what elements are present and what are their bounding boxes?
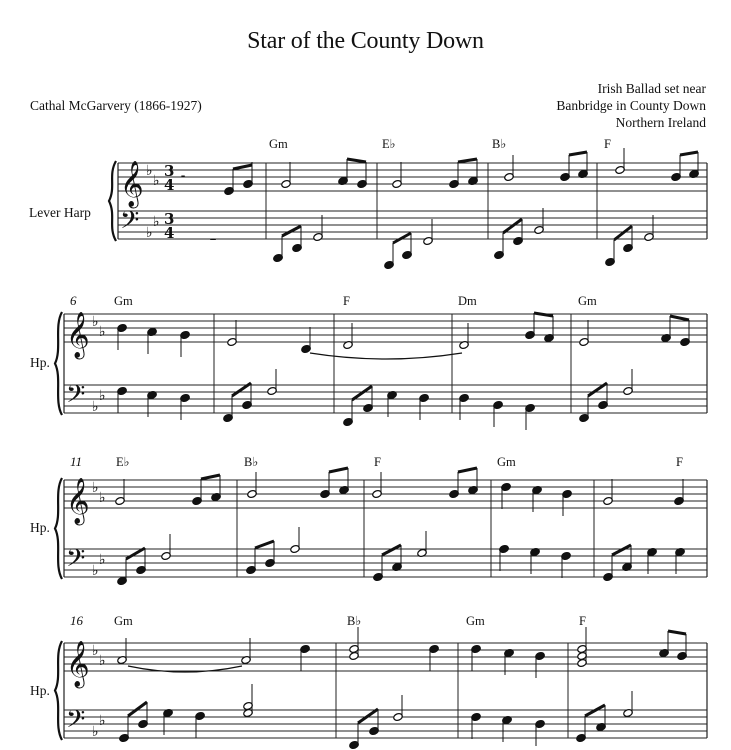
note-beam <box>282 226 301 236</box>
time-signature-bottom: 4 <box>164 224 175 242</box>
chord-symbol: F <box>374 455 381 469</box>
grand-staff-brace <box>55 478 62 579</box>
tie <box>310 353 462 359</box>
note-beam <box>393 233 411 243</box>
flat-icon: ♭ <box>92 643 99 659</box>
subtitle-line: Irish Ballad set near <box>597 81 706 96</box>
flat-icon: ♭ <box>92 314 99 330</box>
flat-icon: ♭ <box>99 324 106 340</box>
flat-icon: ♭ <box>153 214 160 230</box>
note-beam <box>128 702 147 716</box>
flat-icon: ♭ <box>99 388 106 404</box>
flat-icon: ♭ <box>146 163 153 179</box>
note-beam <box>614 226 632 240</box>
flat-icon: ♭ <box>99 490 106 506</box>
chord-symbol: Dm <box>458 294 477 308</box>
flat-icon: ♭ <box>92 399 99 415</box>
chord-symbol: B♭ <box>492 137 507 151</box>
note-beam <box>255 541 274 548</box>
instrument-abbreviation: Hp. <box>30 683 50 698</box>
chord-symbol: Gm <box>578 294 597 308</box>
note-beam <box>585 705 605 716</box>
flat-icon: ♭ <box>92 563 99 579</box>
note-beam <box>329 468 348 472</box>
chord-symbol: E♭ <box>382 137 396 151</box>
note-beam <box>352 386 372 400</box>
measure-number: 6 <box>70 293 77 308</box>
note-beam <box>458 468 477 472</box>
time-signature-top: 3 <box>164 162 175 180</box>
subtitle-line: Banbridge in County Down <box>556 98 706 113</box>
flat-icon: ♭ <box>99 713 106 729</box>
note-beam <box>126 548 145 559</box>
chord-symbol: B♭ <box>244 455 259 469</box>
flat-icon: ♭ <box>146 225 153 241</box>
note-beam <box>569 152 587 155</box>
measure-number: 16 <box>70 613 83 628</box>
note-beam <box>668 631 686 634</box>
half-rest-icon: 𝄼 <box>210 231 217 250</box>
instrument-abbreviation: Hp. <box>30 355 50 370</box>
note-beam <box>233 165 252 169</box>
chord-symbol: F <box>579 614 586 628</box>
bass-clef-icon: 𝄢 <box>66 380 86 415</box>
note-beam <box>358 709 378 723</box>
treble-clef-icon: 𝄞 <box>66 641 90 687</box>
grand-staff-brace <box>55 312 62 415</box>
chord-symbol: Gm <box>466 614 485 628</box>
treble-clef-icon: 𝄞 <box>66 478 90 524</box>
chord-symbol: Gm <box>114 614 133 628</box>
bass-clef-icon: 𝄢 <box>66 544 86 579</box>
chord-symbol: F <box>343 294 350 308</box>
chord-symbol: Gm <box>497 455 516 469</box>
treble-clef-icon: 𝄞 <box>120 161 144 207</box>
note-beam <box>680 152 698 155</box>
note-beam <box>347 159 366 162</box>
instrument-abbreviation: Hp. <box>30 520 50 535</box>
note-beam <box>382 545 401 555</box>
instrument-name: Lever Harp <box>29 205 91 220</box>
note-beam <box>612 545 631 555</box>
treble-clef-icon: 𝄞 <box>66 312 90 358</box>
note-beam <box>503 219 522 233</box>
note-beam <box>534 313 553 316</box>
chord-symbol: E♭ <box>116 455 130 469</box>
flat-icon: ♭ <box>99 653 106 669</box>
measure-number: 11 <box>70 454 83 469</box>
flat-icon: ♭ <box>153 173 160 189</box>
flat-icon: ♭ <box>92 480 99 496</box>
grand-staff-brace <box>109 161 116 241</box>
chord-symbol: B♭ <box>347 614 362 628</box>
half-rest-icon: 𝄼 <box>180 168 187 187</box>
note-beam <box>201 475 220 479</box>
bass-clef-icon: 𝄢 <box>120 206 140 241</box>
grand-staff-brace <box>55 641 62 740</box>
time-signature-top: 3 <box>164 210 175 228</box>
flat-icon: ♭ <box>92 724 99 740</box>
time-signature-bottom: 4 <box>164 176 175 194</box>
chord-symbol: Gm <box>269 137 288 151</box>
chord-symbol: F <box>604 137 611 151</box>
subtitle-line: Northern Ireland <box>615 115 706 130</box>
note-beam <box>458 159 477 162</box>
song-title: Star of the County Down <box>247 28 484 54</box>
chord-symbol: F <box>676 455 683 469</box>
bass-clef-icon: 𝄢 <box>66 705 86 740</box>
composer-credit: Cathal McGarvery (1866-1927) <box>30 98 202 113</box>
note-beam <box>670 316 689 320</box>
flat-icon: ♭ <box>99 552 106 568</box>
chord-symbol: Gm <box>114 294 133 308</box>
